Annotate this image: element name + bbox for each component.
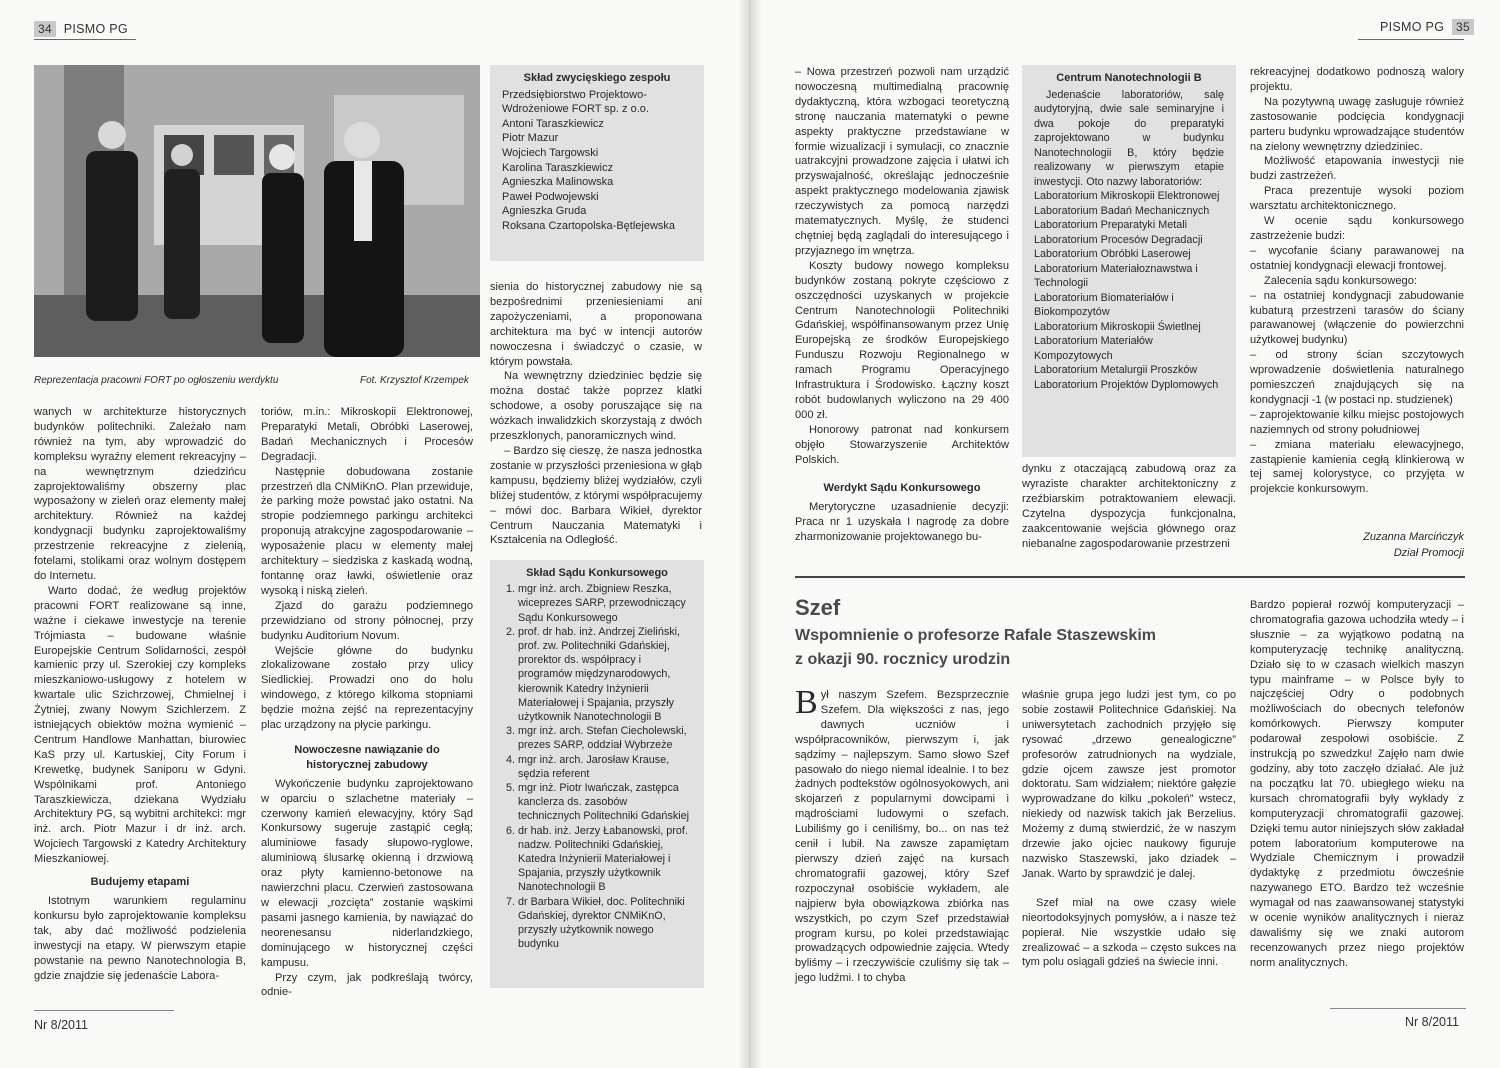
lab-item: Laboratorium Obróbki Laserowej [1034, 248, 1191, 260]
right-publication-title: PISMO PG [1380, 20, 1445, 34]
paragraph: – Nowa przestrzeń pozwoli nam urządzić nowoczesną multimedialną pracownię dydaktyczną, która wzbogaci teoretyczną stronę nauczania matematyki o pewne aspekty praktyczne przedstawiane w formie wizualizacji i symulacji, co znacznie uatrakcyjni prowadzone zajęcia i ułatwi ich przyswajalność, określając jednocześnie aspekt praktycznego modelowania zjawisk rzeczywistych za pomocą narzędzi matematycznych. Myślę, że studenci chętniej będą zaglądali do interesującego i przyjaznego im wnętrza. [795, 66, 1009, 257]
winning-team-member: Agnieszka Malinowska [502, 176, 614, 189]
lab-item: Laboratorium Metalurgii Proszków [1034, 364, 1198, 376]
article2-column-2 [1022, 688, 1236, 970]
lab-item: Laboratorium Badań Mechanicznych [1034, 204, 1210, 217]
winning-team-title: Skład zwycięskiego zespołu [523, 72, 671, 84]
paragraph: Możliwość etapowania inwestycji nie budzi zastrzeżeń. [1250, 155, 1464, 183]
section-heading: Nowoczesne nawiązanie do historycznej zabudowy [294, 743, 440, 771]
paragraph: Zjazd do garażu podziemnego przewidziano od strony północnej, przy budynku Auditorium Novum. [261, 599, 473, 642]
paragraph: Na pozytywną uwagę zasługuje również zastosowanie podcięcia kondygnacji parteru budynku wprowadzające studentów na zielony wewnętrzny dziedziniec. [1250, 95, 1464, 153]
article-subtitle-line1: Wspomnienie o profesorze Rafale Staszewskim [795, 627, 1156, 644]
lab-item: Laboratorium Biomateriałów i Biokompozytów [1034, 291, 1174, 318]
section-heading: Budujemy etapami [90, 876, 190, 889]
article-divider [795, 576, 1465, 578]
jury-member: 6. dr hab. inż. Jerzy Łabanowski, prof. nadzw. Politechniki Gdańskiej, Katedra Inżynierii Materiałowej i Spajania, przyszły użytkownik Nanotechnologii B [518, 824, 692, 895]
nanotech-intro: Jedenaście laboratoriów, salę audytoryjną, dwie sale seminaryjne i dwa pokoje do preparatyki zaprojektowano w budynku Nanotechnologii B, który będzie realizowany w pierwszym etapie inwestycji. Oto nazwy laboratoriów: [1034, 88, 1224, 188]
paragraph: toriów, m.in.: Mikroskopii Elektronowej, Preparatyki Metali, Obróbki Laserowej, Badań Mechanicznych i Procesów Degradacji. [261, 406, 473, 463]
paragraph: wanych w architekturze historycznych budynków politechniki. Zależało nam również na tym, aby wprowadzić do kompleksu wyraźny element rekreacyjny – na wewnętrznym dziedzińcu zaprojektowaliśmy obszerny plac wyposażony w zieleń oraz elementy małej architektury. Również na każdej kondygnacji budynku zaprojektowaliśmy przestrzenie rekreacyjne z zielenią, fotelami, stolikami oraz wolnym dostępem do Internetu. [34, 406, 246, 582]
paragraph: Koszty budowy nowego kompleksu budynków zostaną pokryte częściowo z oszczędności uzyskanych w projekcie Centrum Nanotechnologii Politechniki Gdańskiej, współfinansowanym przez Unię Europejską ze środków Europejskiego Funduszu Rozwoju Regionalnego w ramach Programu Operacyjnego Infrastruktura i Środowisko. Łączny koszt robót budowlanych wyliczono na 29 400 000 zł. [795, 259, 1009, 421]
left-footer-rule [34, 1010, 174, 1011]
jury-box [490, 560, 704, 988]
paragraph: Wykończenie budynku zaprojektowano w oparciu o szlachetne materiały – czerwony kamień elewacyjny, który Sąd Konkursowy sugeruje zastąpić cegłą; aluminiowe fasady słupowo-ryglowe, aluminiową ślusarkę okienną i drzwiową oraz płyty kamienno-betonowe na nawierzchni placu. Czerwień zastosowana w elewacji „rozcięta” zostanie wąskimi pasami jasnego kamienia, by nawiązać do neorenesansu niderlandzkiego, dominującego w historycznej części kampusu. [261, 777, 473, 969]
paragraph: – od strony ścian szczytowych wprowadzenie doświetlenia naturalnego pomieszczeń znajdujących się na kondygnacji -1 (w postaci np. studzienek) [1250, 349, 1464, 406]
right-column-1 [795, 65, 1009, 545]
paragraph: – wycofanie ściany parawanowej na ostatniej kondygnacji elewacji frontowej. [1250, 244, 1464, 272]
paragraph: Praca prezentuje wysoki poziom warsztatu architektonicznego. [1250, 185, 1464, 213]
paragraph-text: ył naszym Szefem. Bezsprzecznie Szefem. Dla większości z nas, jego dawnych uczniów i współpracowników, pierwszym i, jak sądzimy – najlepszym. Samo słowo Szef pasowało do niego niemal idealnie. I to bez żadnych podtekstów ogólnosyokowych, ani skojarzeń z popularnymi dowcipami i mądrościami ludowymi o szefach. Lubiliśmy go i ceniliśmy, bo... on nas też cenił i lubił. Na zawsze zapamiętam pierwszy dzień zajęć na kursach chromatografii gazowej, który Szef rozpoczynał osobiście wykładem, ale najpierw była obowiązkowa zbiórka nas wszystkich, po czym Szef przedstawiał program kursu, po kolei przedstawiając prowadzących odpowiednie zajęcia. Wtedy byliśmy – i rzeczywiście czuliśmy się tak – jego ludźmi. I to chyba [795, 689, 1009, 985]
lab-item: Laboratorium Materiałoznawstwa i Technologii [1034, 262, 1198, 289]
article2-column-3 [1250, 598, 1464, 971]
nanotech-box [1022, 65, 1236, 457]
left-header-rule [34, 39, 136, 40]
jury-list [502, 582, 692, 951]
left-column-1 [34, 405, 246, 983]
paragraph: – zmiana materiału elewacyjnego, zastąpienie kamienia cegłą klinkierową w tej samej kolorystyce, co przyjęta w projekcie konkursowym. [1250, 438, 1464, 496]
paragraph [795, 684, 1009, 986]
winning-team-member: Agnieszka Gruda [502, 205, 587, 218]
right-column-2-text [1022, 462, 1236, 551]
winning-team-member: Piotr Mazur [502, 132, 559, 145]
paragraph: Warto dodać, że według projektów pracowni FORT realizowane są inne, ważne i ciekawe inwestycje na terenie Trójmiasta – budowane właśnie Europejskie Centrum Solidarności, zespół kamienic przy ul. Szerokiej czy kompleks mieszkaniowo-usługowy z hotelem w kwartale ulic Szichrzowej, Chmielnej i Żytniej, zwany Nowym Szichlerzem. Z istniejących obiektów można wymienić – Centrum Handlowe Manhattan, biurowiec KaS przy ul. Kartuskiej, City Forum i Krewetkę, budynek Saniporu w Gdyni. Wspólnikami prof. Antoniego Taraszkiewicza, dziekana Wydziału Architektury PG, są wybitni architekci: mgr inż. arch. Piotr Mazur i dr inż. arch. Wojciech Targowski z Katedry Architektury Mieszkaniowej. [34, 584, 246, 866]
jury-member: 5. mgr inż. Piotr Iwańczak, zastępca kanclerza ds. zasobów technicznych Politechniki Gdańskiej [518, 781, 692, 824]
winning-team-box [490, 65, 704, 261]
lab-item: Laboratorium Procesów Degradacji [1034, 233, 1203, 246]
right-header-rule [1358, 39, 1464, 40]
right-page-number: 35 [1452, 19, 1474, 35]
winning-team-member: Antoni Taraszkiewicz [502, 117, 604, 130]
right-footer-rule [1330, 1008, 1466, 1009]
section-heading: Werdykt Sądu Konkursowego [823, 482, 981, 495]
team-photo-image [34, 65, 480, 357]
winning-team-member: Wdrożeniowe FORT sp. z o.o. [502, 103, 649, 116]
jury-member: 3. mgr inż. arch. Stefan Ciecholewski, prezes SARP, oddział Wybrzeże [518, 724, 692, 752]
paragraph: rekreacyjnej dodatkowo podnoszą walory projektu. [1250, 66, 1464, 93]
paragraph: Szef miał na owe czasy wiele nieortodoksyjnych pomysłów, a i nasze też popierał. Nie wszystkie udało się zrealizować – a szkoda – często sukces na tym polu osiągali gdzieś na świecie inni. [1022, 896, 1236, 969]
paragraph: dynku z otaczającą zabudową oraz za wyraziste charakter architektoniczny z rzeźbiarskim potraktowaniem elewacji. Czytelna dyspozycja funkcjonalna, zaakcentowanie wejścia głównego oraz niebanalne zagospodarowanie przestrzeni [1022, 463, 1236, 550]
right-footer-issue: Nr 8/2011 [1405, 1015, 1459, 1029]
paragraph: sienia do historycznej zabudowy nie są bezpośrednimi przeniesieniami ani zapożyczeniami, a proponowana architektura ma być w intencji autorów nowoczesna i świadczyć o czasie, w którym powstała. [490, 281, 702, 368]
paragraph: – Bardzo się cieszę, że nasza jednostka zostanie w przyszłości przeniesiona w głąb kampusu, będziemy bliżej wydziałów, czyli bliżej studentów, z którymi współpracujemy – mówi doc. Barbara Wikieł, dyrektor Centrum Nauczania Matematyki i Kształcenia na Odległość. [490, 444, 702, 547]
article-subtitle-line2: z okazji 90. rocznicy urodzin [795, 651, 1011, 668]
paragraph: Bardzo popierał rozwój komputeryzacji – chromatografia gazowa uchodziła wtedy – i słusznie – za wyjątkowo podatną na komputeryzację technikę analityczną. Działo się to w czasach wielkich maszyn typu mainframe – w Polsce były to najczęściej Odry o podobnych możliwościach do obecnych telefonów komórkowych. Pierwszy komputer podarował zespołowi osobiście. Z instrukcją po szwedzku! Zajęło nam dwie godziny, aby toto zaczęło działać. Ale już na początku lat 70. ubiegłego wieku na kursach chromatografii były wykłady z komputeryzacji chromatografii gazowej. Dzięki temu autor niniejszych słów zakładał potem laboratorium komputerowe na Wydziale Chemicznym i prowadził dydaktykę z przedmiotu ówcześnie nazywanego ETO. Bardzo też wcześnie wymagał od nas zaawansowanej statystyki w ocenie wyników analitycznych i nieraz dawaliśmy się we znaki autorom recenzowanych przez niego projektów norm analitycznych. [1250, 599, 1464, 969]
paragraph: Honorowy patronat nad konkursem objęło Stowarzyszenie Architektów Polskich. [795, 423, 1009, 466]
article-title: Szef [795, 595, 841, 620]
jury-box-title: Skład Sądu Konkursowego [526, 567, 668, 579]
paragraph: – zaprojektowanie kilku miejsc postojowych naziemnych od strony południowej [1250, 408, 1464, 436]
jury-member: 7. dr Barbara Wikieł, doc. Politechniki Gdańskiej, dyrektor CNMiKnO, przyszły użytkownik nowego budynku [518, 895, 692, 952]
spine-gutter [738, 0, 762, 1068]
lab-item: Laboratorium Projektów Dyplomowych [1034, 378, 1219, 391]
left-header [34, 21, 128, 37]
paragraph: – na ostatniej kondygnacji zabudowanie kubaturą przestrzeni tarasów do ściany parawanowej (włączenie do powierzchni użytkowej budynku) [1250, 289, 1464, 347]
dropcap: B [795, 684, 818, 721]
paragraph: Następnie dobudowana zostanie przestrzeń dla CNMiKnO. Plan przewiduje, że parking może powstać jako ostatni. Na stropie podziemnego parkingu architekci proponują atrakcyjne zagospodarowanie – wyposażenie placu w elementy małej architektury – siedziska z kaskadą wodną, fontannę oraz ławki, oświetlenie oraz wysoką i niską zieleń. [261, 465, 473, 597]
right-column-3 [1250, 65, 1464, 497]
team-photo [34, 65, 480, 357]
right-header [1380, 19, 1474, 35]
jury-member: 2. prof. dr hab. inż. Andrzej Zieliński, prof. zw. Politechniki Gdańskiej, prorektor ds. współpracy i programów międzynarodowych, kierownik Katedry Inżynierii Materiałowej i Spajania, przyszły użytkownik Nanotechnologii B [518, 625, 692, 724]
left-column-2 [261, 405, 473, 1000]
winning-team-member: Przedsiębiorstwo Projektowo- [502, 88, 647, 101]
left-publication-title: PISMO PG [63, 22, 128, 36]
left-column-3 [490, 280, 702, 548]
paragraph: Na wewnętrzny dziedziniec będzie się można dostać także poprzez klatki schodowe, a osoby poruszające się na wózkach inwalidzkich skorzystają z dwóch przeszklonych, panoramicznych wind. [490, 370, 702, 443]
winning-team-member: Wojciech Targowski [502, 146, 599, 159]
photo-caption: Reprezentacja pracowni FORT po ogłoszeniu werdyktu [34, 375, 279, 386]
lab-item: Laboratorium Preparatyki Metali [1034, 219, 1188, 231]
paragraph: Wejście główne do budynku zlokalizowane zostało przy ulicy Siedlickiej. Prowadzi ono do holu windowego, z którego kilkoma stopniami będzie można zejść na reprezentacyjny plac urządzony na płycie parkingu. [261, 644, 473, 732]
paragraph: Przy czym, jak podkreślają twórcy, odnie- [261, 971, 473, 999]
paragraph: Zalecenia sądu konkursowego: [1264, 274, 1417, 287]
article2-column-1 [795, 684, 1009, 986]
article-author: Zuzanna Marcińczyk [1363, 531, 1464, 543]
photo-credit: Fot. Krzysztof Krzempek [360, 375, 469, 386]
jury-member: 4. mgr inż. arch. Jarosław Krause, sędzia referent [518, 753, 692, 781]
left-page-number: 34 [34, 21, 56, 37]
left-footer-issue: Nr 8/2011 [34, 1018, 88, 1032]
jury-member: 1. mgr inż. arch. Zbigniew Reszka, wiceprezes SARP, przewodniczący Sądu Konkursowego [518, 582, 692, 625]
winning-team-member: Paweł Podwojewski [502, 190, 599, 203]
paragraph: właśnie grupa jego ludzi jest tym, co po sobie zostawił Politechnice Gdańskiej. Na uniwersytetach zachodnich przyjęło się rysować „drzewo genealogiczne” profesorów zatrudnionych na wydziale, gdzie ojcem zawsze jest promotor doktoratu. Sam widziałem; niektóre gałęzie wyprowadzane do kilku „pokoleń” wstecz, niekiedy od nazwisk takich jak Berzelius. Możemy z dumą stwierdzić, że w naszym drzewie jako ojciec naukowy figuruje nazwisko Staszewski, jako dziadek – Janak. Warto by sprawdzić je dalej. [1022, 689, 1236, 880]
lab-item: Laboratorium Mikroskopii Elektronowej [1034, 190, 1220, 202]
article-department: Dział Promocji [1393, 547, 1464, 559]
lab-item: Laboratorium Materiałów Kompozytowych [1034, 335, 1153, 362]
paragraph: Istotnym warunkiem regulaminu konkursu było zaprojektowanie kompleksu tak, aby dać możliwość podzielenia inwestycji na etapy. W pierwszym etapie powstanie na pewno Nanotechnologia B, gdzie znajdzie się jedenaście Labora- [34, 895, 246, 982]
winning-team-member: Karolina Taraszkiewicz [502, 161, 614, 174]
nanotech-box-title: Centrum Nanotechnologii B [1056, 72, 1202, 84]
winning-team-member: Roksana Czartopolska-Bętlejewska [502, 219, 676, 232]
lab-item: Laboratorium Mikroskopii Świetlnej [1034, 320, 1201, 333]
paragraph: W ocenie sądu konkursowego zastrzeżenie budzi: [1250, 215, 1464, 242]
paragraph: Merytoryczne uzasadnienie decyzji: Praca nr 1 uzyskała I nagrodę za dobre zharmonizowanie projektowanego bu- [795, 501, 1009, 544]
